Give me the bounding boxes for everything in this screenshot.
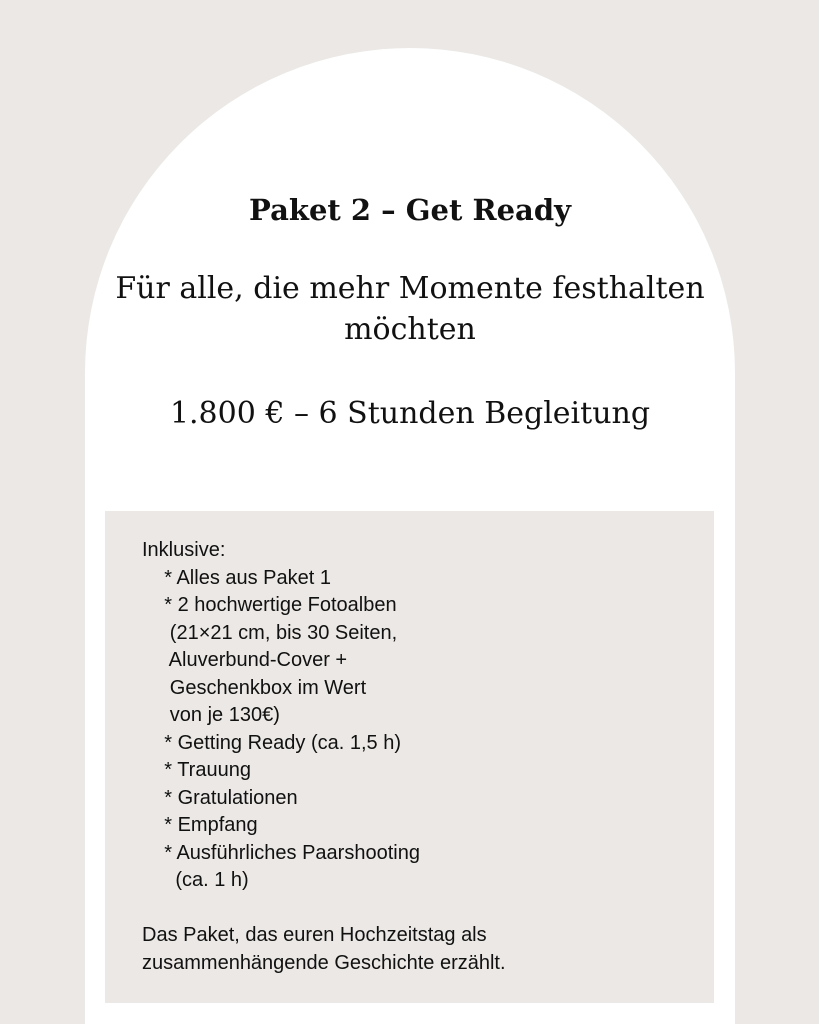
summary-line: Das Paket, das euren Hochzeitstag als [142, 924, 487, 946]
list-item: von je 130€) [142, 704, 280, 726]
list-item: * Gratulationen [142, 786, 298, 809]
list-item: Aluverbund-Cover + [142, 649, 348, 671]
package-subtitle: Für alle, die mehr Momente festhalten möchten [115, 271, 705, 347]
spacer [142, 895, 702, 923]
list-item: * 2 hochwertige Fotoalben [142, 594, 397, 616]
details-heading: Inklusive: [142, 539, 226, 561]
list-item: * Alles aus Paket 1 [142, 566, 331, 589]
package-title: Paket 2 – Get Ready [249, 193, 571, 227]
list-item: (21×21 cm, bis 30 Seiten, [142, 621, 398, 644]
list-item: (ca. 1 h) [142, 869, 249, 891]
list-item: * Ausführliches Paarshooting [142, 841, 420, 864]
summary-line: zusammenhängende Geschichte erzählt. [142, 951, 506, 974]
details-box [105, 511, 714, 1003]
list-item: Geschenkbox im Wert [142, 676, 367, 699]
package-price: 1.800 € – 6 Stunden Begleitung [169, 396, 651, 431]
list-item: * Trauung [142, 759, 251, 781]
list-item: * Empfang [142, 814, 258, 836]
details-content [142, 537, 702, 977]
list-item: * Getting Ready (ca. 1,5 h) [142, 731, 402, 754]
